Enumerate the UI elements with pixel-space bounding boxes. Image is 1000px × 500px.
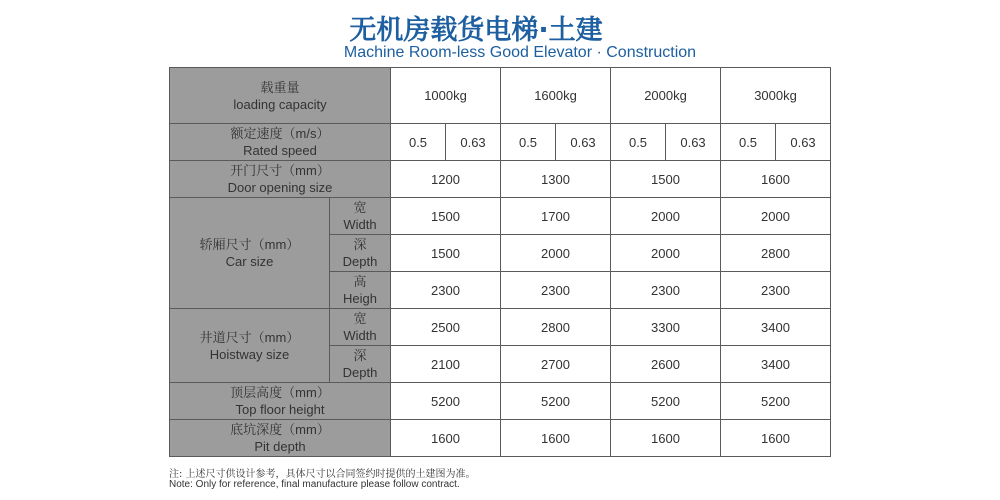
top-floor-label-en: Top floor height xyxy=(235,402,325,417)
table-row-top-floor xyxy=(170,383,831,420)
hoistway-width-cell: 2800 xyxy=(501,309,611,346)
hoistway-depth-cell: 2600 xyxy=(611,346,721,383)
speed-cell: 0.63 xyxy=(556,124,611,161)
row-header-car-size xyxy=(170,198,330,309)
car-width-cell: 1500 xyxy=(391,198,501,235)
table-row-door xyxy=(170,161,831,198)
pit-label-cn: 底坑深度（mm） xyxy=(230,422,330,437)
row-header-door xyxy=(170,161,391,198)
top-floor-cell: 5200 xyxy=(391,383,501,420)
door-label-cn: 开门尺寸（mm） xyxy=(230,163,330,178)
table-row-speed xyxy=(170,124,831,161)
car-height-label-cn: 高 xyxy=(353,274,367,289)
speed-cell: 0.5 xyxy=(721,124,776,161)
car-depth-label-en: Depth xyxy=(342,254,378,269)
speed-cell: 0.5 xyxy=(611,124,666,161)
car-depth-label-cn: 深 xyxy=(353,237,367,252)
car-width-cell: 1700 xyxy=(501,198,611,235)
note-en: Note: Only for reference, final manufacture please follow contract. xyxy=(169,479,460,490)
speed-label-en: Rated speed xyxy=(243,143,317,158)
hoistway-label-cn: 井道尺寸（mm） xyxy=(199,329,300,345)
car-depth-cell: 1500 xyxy=(391,235,501,272)
table-row-car-width xyxy=(170,198,831,235)
top-floor-cell: 5200 xyxy=(611,383,721,420)
hoistway-width-cell: 3300 xyxy=(611,309,721,346)
car-width-cell: 2000 xyxy=(721,198,831,235)
capacity-label-cn: 载重量 xyxy=(260,79,300,95)
hoistway-depth-label-en: Depth xyxy=(342,365,378,380)
page-title: 无机房载货电梯·土建 xyxy=(349,15,603,46)
hoistway-width-label-cn: 宽 xyxy=(353,311,367,326)
speed-cell: 0.63 xyxy=(776,124,831,161)
speed-cell: 0.63 xyxy=(446,124,501,161)
car-depth-cell: 2000 xyxy=(501,235,611,272)
pit-cell: 1600 xyxy=(721,420,831,457)
car-height-cell: 2300 xyxy=(611,272,721,309)
car-height-cell: 2300 xyxy=(391,272,501,309)
table-row-capacity xyxy=(170,68,831,124)
row-header-hoistway-size xyxy=(170,309,330,383)
car-label-en: Car size xyxy=(225,254,274,269)
capacity-cell: 1000kg xyxy=(391,68,501,124)
spec-table xyxy=(169,67,831,457)
sub-header-car-depth xyxy=(330,235,391,272)
top-floor-label-cn: 顶层高度（mm） xyxy=(230,385,330,400)
sub-header-hoistway-width xyxy=(330,309,391,346)
hoistway-width-cell: 3400 xyxy=(721,309,831,346)
sub-header-hoistway-depth xyxy=(330,346,391,383)
hoistway-depth-cell: 2100 xyxy=(391,346,501,383)
sub-header-car-width xyxy=(330,198,391,235)
pit-cell: 1600 xyxy=(501,420,611,457)
capacity-label-en: loading capacity xyxy=(233,96,327,112)
page-subtitle: Machine Room-less Good Elevator · Construction xyxy=(343,44,697,61)
hoistway-depth-cell: 2700 xyxy=(501,346,611,383)
car-width-label-cn: 宽 xyxy=(353,200,367,215)
car-depth-cell: 2000 xyxy=(611,235,721,272)
door-cell: 1200 xyxy=(391,161,501,198)
capacity-cell: 2000kg xyxy=(611,68,721,124)
row-header-speed xyxy=(170,124,391,161)
table-row-hoistway-width xyxy=(170,309,831,346)
capacity-cell: 3000kg xyxy=(721,68,831,124)
top-floor-cell: 5200 xyxy=(501,383,611,420)
speed-cell: 0.5 xyxy=(391,124,446,161)
row-header-capacity xyxy=(170,68,391,124)
pit-cell: 1600 xyxy=(611,420,721,457)
hoistway-depth-cell: 3400 xyxy=(721,346,831,383)
note-cn: 注: 上述尺寸供设计参考，具体尺寸以合同签约时提供的土建图为准。 xyxy=(169,469,476,480)
top-floor-cell: 5200 xyxy=(721,383,831,420)
car-height-cell: 2300 xyxy=(721,272,831,309)
door-cell: 1600 xyxy=(721,161,831,198)
speed-label-cn: 额定速度（m/s） xyxy=(230,126,330,141)
hoistway-width-label-en: Width xyxy=(343,328,377,343)
car-width-label-en: Width xyxy=(343,217,377,232)
door-label-en: Door opening size xyxy=(227,180,333,195)
car-width-cell: 2000 xyxy=(611,198,721,235)
hoistway-label-en: Hoistway size xyxy=(209,346,290,362)
speed-cell: 0.5 xyxy=(501,124,556,161)
row-header-top-floor xyxy=(170,383,391,420)
speed-cell: 0.63 xyxy=(666,124,721,161)
car-label-cn: 轿厢尺寸（mm） xyxy=(199,237,300,252)
sub-header-car-height xyxy=(330,272,391,309)
car-height-cell: 2300 xyxy=(501,272,611,309)
pit-cell: 1600 xyxy=(391,420,501,457)
capacity-cell: 1600kg xyxy=(501,68,611,124)
hoistway-depth-label-cn: 深 xyxy=(353,348,367,363)
row-header-pit xyxy=(170,420,391,457)
door-cell: 1300 xyxy=(501,161,611,198)
car-height-label-en: Heigh xyxy=(343,291,377,306)
door-cell: 1500 xyxy=(611,161,721,198)
table-row-pit xyxy=(170,420,831,457)
hoistway-width-cell: 2500 xyxy=(391,309,501,346)
pit-label-en: Pit depth xyxy=(254,439,306,454)
car-depth-cell: 2800 xyxy=(721,235,831,272)
